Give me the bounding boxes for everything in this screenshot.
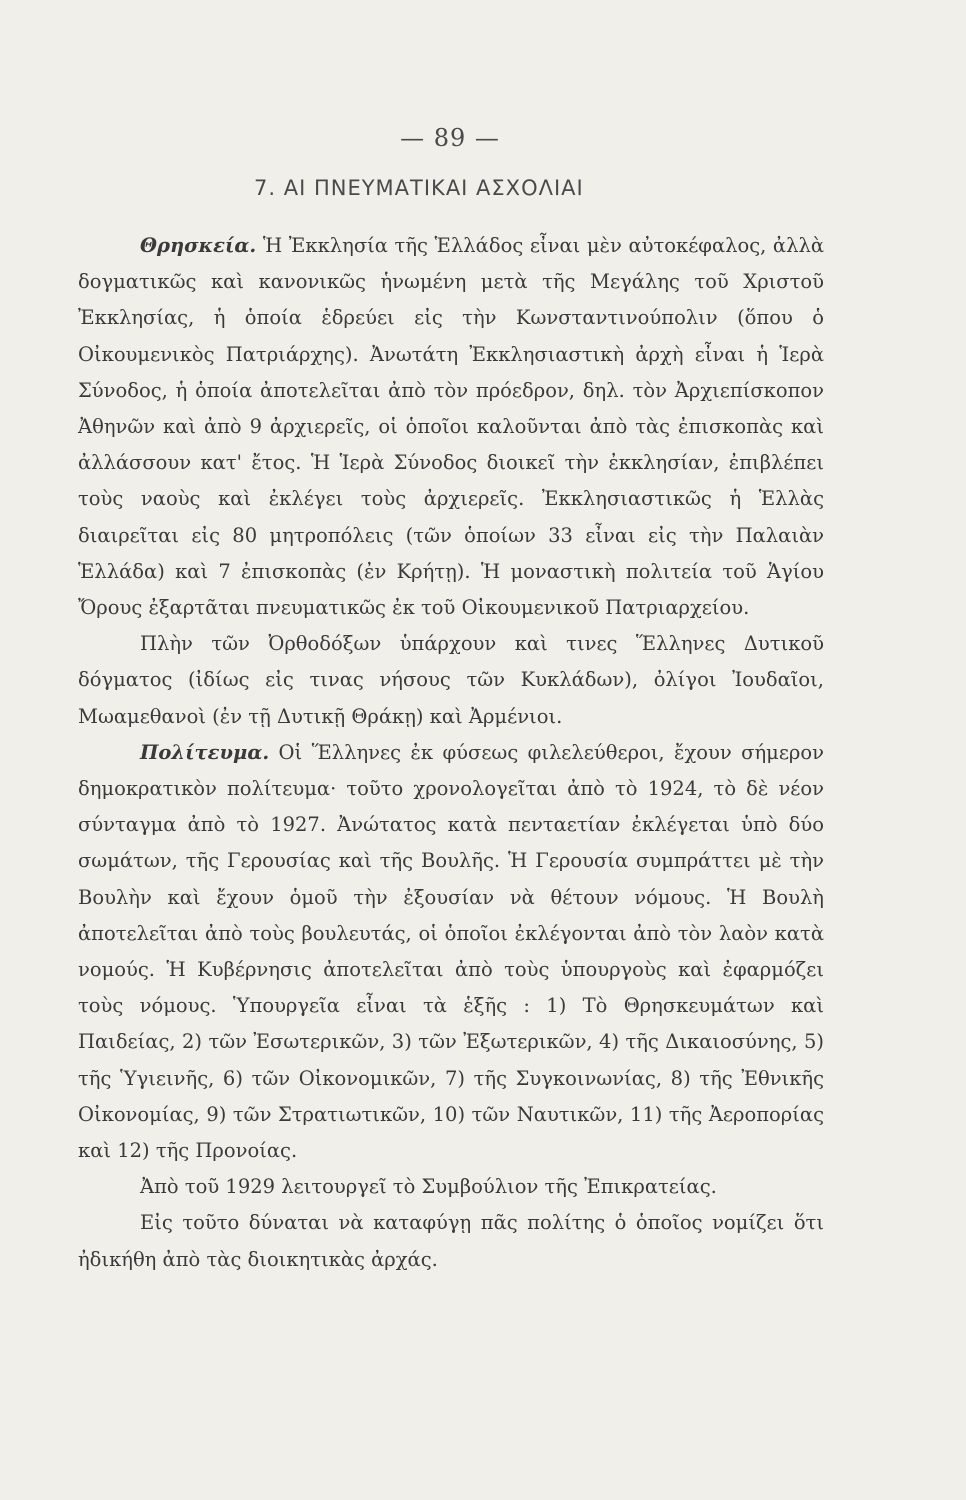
paragraph-lead: Θρησκεία. — [140, 234, 257, 257]
paragraph-text: Πλὴν τῶν Ὀρθοδόξων ὑπάρχουν καὶ τινες Ἕλληνες Δυτικοῦ δόγματος (ἰδίως εἰς τινας νήσους τῶν Κυκλάδων), ὀλίγοι Ἰουδαῖοι, Μωαμεθανοὶ (ἐν τῇ Δυτικῇ Θράκῃ) καὶ Ἀρμένιοι. — [78, 632, 824, 728]
section-title: 7. ΑΙ ΠΝΕΥΜΑΤΙΚΑΙ ΑΣΧΟΛΙΑΙ — [254, 176, 584, 200]
page-number: — 89 — — [400, 124, 500, 152]
paragraph-text: Εἰς τοῦτο δύναται νὰ καταφύγῃ πᾶς πολίτης ὁ ὁποῖος νομίζει ὅτι ἠδικήθη ἀπὸ τὰς διοικητικὰς ἀρχάς. — [78, 1211, 824, 1271]
paragraph-text: Ἡ Ἐκκλησία τῆς Ἑλλάδος εἶναι μὲν αὐτοκέφαλος, ἀλλὰ δογματικῶς καὶ κανονικῶς ἡνωμένη μετὰ τῆς Μεγάλης τοῦ Χριστοῦ Ἐκκλησίας, ἡ ὁποία ἑδρεύει εἰς τὴν Κωνσταντινούπολιν (ὅπου ὁ Οἰκουμενικὸς Πατριάρχης). Ἀνωτάτη Ἐκκλησιαστικὴ ἀρχὴ εἶναι ἡ Ἱερὰ Σύνοδος, ἡ ὁποία ἀποτελεῖται ἀπὸ τὸν πρόεδρον, δηλ. τὸν Ἀρχιεπίσκοπον Ἀθηνῶν καὶ ἀπὸ 9 ἀρχιερεῖς, οἱ ὁποῖοι καλοῦνται ἀπὸ τὰς ἐπισκοπὰς καὶ ἀλλάσσουν κατ' ἔτος. Ἡ Ἱερὰ Σύνοδος διοικεῖ τὴν ἐκκλησίαν, ἐπιβλέπει τοὺς ναοὺς καὶ ἐκλέγει τοὺς ἀρχιερεῖς. Ἐκκλησιαστικῶς ἡ Ἑλλὰς διαιρεῖται εἰς 80 μητροπόλεις (τῶν ὁποίων 33 εἶναι εἰς τὴν Παλαιὰν Ἑλλάδα) καὶ 7 ἐπισκοπὰς (ἐν Κρήτῃ). Ἡ μοναστικὴ πολιτεία τοῦ Ἁγίου Ὄρους ἐξαρτᾶται πνευματικῶς ἐκ τοῦ Οἰκουμενικοῦ Πατριαρχείου. — [78, 234, 824, 620]
paragraph-text: Οἱ Ἕλληνες ἐκ φύσεως φιλελεύθεροι, ἔχουν σήμερον δημοκρατικὸν πολίτευμα· τοῦτο χρονολογεῖται ἀπὸ τὸ 1924, τὸ δὲ νέον σύνταγμα ἀπὸ τὸ 1927. Ἀνώτατος κατὰ πενταετίαν ἐκλέγεται ὑπὸ δύο σωμάτων, τῆς Γερουσίας καὶ τῆς Βουλῆς. Ἡ Γερουσία συμπράττει μὲ τὴν Βουλὴν καὶ ἔχουν ὁμοῦ τὴν ἐξουσίαν νὰ θέτουν νόμους. Ἡ Βουλὴ ἀποτελεῖται ἀπὸ τοὺς βουλευτάς, οἱ ὁποῖοι ἐκλέγονται ἀπὸ τὸν λαὸν κατὰ νομούς. Ἡ Κυβέρνησις ἀποτελεῖται ἀπὸ τοὺς ὑπουργοὺς καὶ ἐφαρμόζει τοὺς νόμους. Ὑπουργεῖα εἶναι τὰ ἑξῆς : 1) Τὸ Θρησκευμάτων καὶ Παιδείας, 2) τῶν Ἐσωτερικῶν, 3) τῶν Ἐξωτερικῶν, 4) τῆς Δικαιοσύνης, 5) τῆς Ὑγιεινῆς, 6) τῶν Οἰκονομικῶν, 7) τῆς Συγκοινωνίας, 8) τῆς Ἐθνικῆς Οἰκονομίας, 9) τῶν Στρατιωτικῶν, 10) τῶν Ναυτικῶν, 11) τῆς Ἀεροπορίας καὶ 12) τῆς Προνοίας. — [78, 740, 824, 1163]
paragraph-other-faiths — [78, 626, 824, 735]
paragraph-lead: Πολίτευμα. — [140, 740, 270, 764]
paragraph-polity — [78, 735, 824, 1169]
paragraph-text: Ἀπὸ τοῦ 1929 λειτουργεῖ τὸ Συμβούλιον τῆς Ἐπικρατείας. — [140, 1175, 717, 1199]
paragraph-council — [78, 1169, 824, 1205]
paragraph-religion — [78, 228, 824, 626]
paragraph-appeal — [78, 1205, 824, 1277]
body-text — [78, 228, 824, 1278]
